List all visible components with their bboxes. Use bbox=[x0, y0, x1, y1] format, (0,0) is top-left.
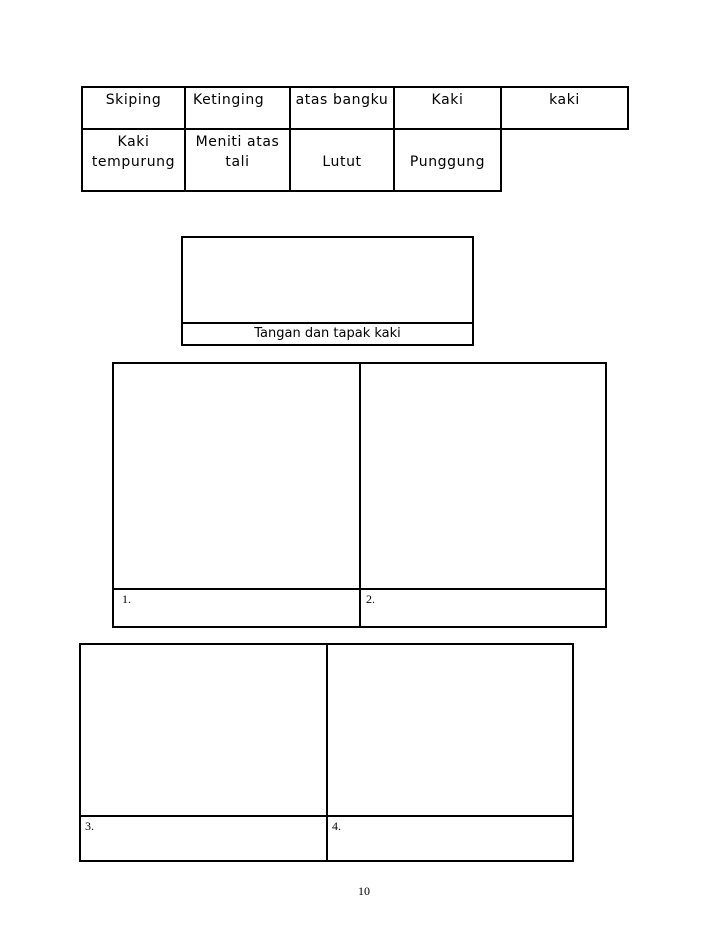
grid-divider-vertical bbox=[359, 364, 361, 626]
picture-label: 3. bbox=[85, 819, 94, 833]
label-box bbox=[181, 236, 474, 346]
picture-grid-top bbox=[112, 362, 607, 628]
word-cell: Skiping bbox=[82, 87, 185, 129]
page-number: 10 bbox=[358, 884, 370, 898]
label-box-divider bbox=[183, 322, 472, 324]
word-cell: Lutut bbox=[290, 129, 394, 191]
word-table-row-1 bbox=[82, 87, 628, 129]
word-table-row-2 bbox=[82, 129, 628, 191]
picture-label: 4. bbox=[332, 819, 341, 833]
word-cell: Punggung bbox=[394, 129, 501, 191]
grid-divider-horizontal bbox=[114, 588, 605, 590]
grid-divider-vertical bbox=[326, 645, 328, 860]
word-cell: Kaki bbox=[394, 87, 501, 129]
word-cell: atas bangku bbox=[290, 87, 394, 129]
grid-divider-horizontal bbox=[81, 815, 572, 817]
label-box-caption: Tangan dan tapak kaki bbox=[254, 326, 401, 341]
word-table bbox=[81, 86, 629, 192]
word-cell: Ketinging bbox=[185, 87, 290, 129]
word-cell-empty bbox=[501, 129, 628, 191]
picture-label: 1. bbox=[122, 592, 131, 606]
picture-grid-bottom bbox=[79, 643, 574, 862]
word-cell: Kaki tempurung bbox=[82, 129, 185, 191]
word-cell: Meniti atas tali bbox=[185, 129, 290, 191]
picture-label: 2. bbox=[366, 592, 375, 606]
word-cell: kaki bbox=[501, 87, 628, 129]
